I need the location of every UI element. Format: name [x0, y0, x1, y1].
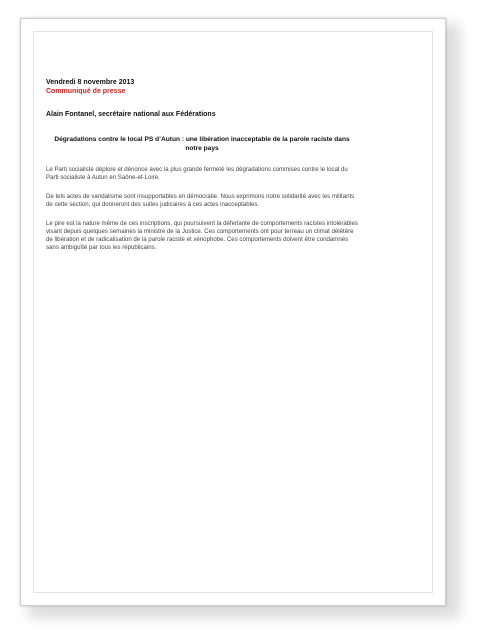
- document-author: Alain Fontanel, secrétaire national aux Fédérations: [46, 111, 216, 118]
- document-content: [46, 78, 358, 258]
- paragraph-1: Le Parti socialiste déplore et dénonce avec la plus grande fermeté les dégradations commises contre le local du Parti socialiste à Autun en Saône-et-Loire.: [46, 166, 348, 181]
- document-kind: Communiqué de presse: [46, 88, 126, 95]
- paragraph-2: De tels actes de vandalisme sont insupportables en démocratie. Nous exprimons notre solidarité avec les militants de cette section, qui donneront des suites judicaires à ces actes inacceptables.: [46, 193, 355, 208]
- paragraph-3: Le pire est la nature même de ces inscriptions, qui poursuivent la déferlante de comportements racistes intolérables visant depuis quelques semaines la ministre de la Justice. Ces comportements ont pour terreau un climat délétère de libération et de radicalisation de la parole raciste et xénophobe. Ces comportements doivent être condamnés sans ambiguïté par tous les républicains.: [46, 220, 358, 251]
- document-date: Vendredi 8 novembre 2013: [46, 79, 135, 86]
- document-title: Dégradations contre le local PS d’Autun : une libération inacceptable de la parole raciste dans notre pays: [54, 136, 350, 152]
